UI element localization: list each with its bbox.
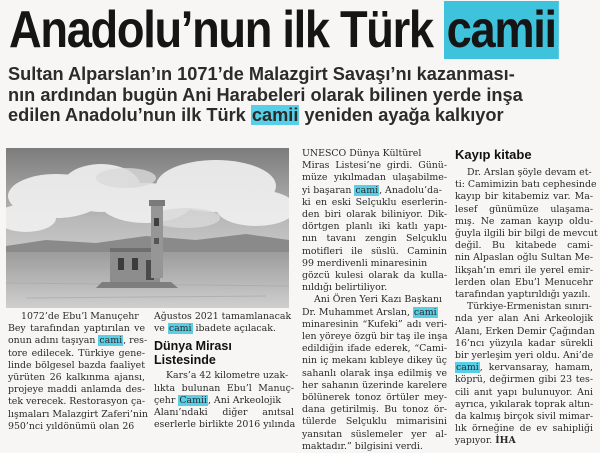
subhead-kayip-kitabe: Kayıp kitabe <box>455 147 532 162</box>
col2-line: ve cami ibadete açılacak. <box>154 323 276 335</box>
col3-line: 99 merdivenli minaresinin <box>302 257 428 269</box>
column-1 <box>8 311 148 433</box>
col4-line: köprü, değirmen gibi 23 tes- <box>455 374 593 386</box>
highlight-cami: cami <box>168 323 192 335</box>
mosque-ruin-photo <box>6 148 289 308</box>
col3-line: len yöreye özgü bir taş ile inşa <box>302 331 448 343</box>
col1-line: yürüten 26 kalkınma ajansı, <box>8 372 145 384</box>
highlight-cami: cami <box>456 362 479 374</box>
col3-line: ki en eski Selçuklu eserlerin- <box>302 196 447 208</box>
headline-text: Anadolu’nun ilk Türk <box>9 1 445 59</box>
col4-line: 16’ncı yüzyıla kadar sürekli <box>455 337 593 349</box>
col1-line: projeye maddi anlamda des- <box>8 384 145 396</box>
col3-line: Miras Listesi’ne girdi. Günü- <box>302 160 447 172</box>
col4-line: Türkiye-Ermenistan sınırı- <box>467 301 592 313</box>
col3-line: yansıtan süslemeler yer al- <box>302 428 447 440</box>
col3-line: müze yıkılmadan ulaşabilme- <box>302 172 447 184</box>
col4-line: mış. Ne zaman kayıp oldu- <box>455 215 593 227</box>
col3-line: her sahanın üzerinde karelere <box>302 379 447 391</box>
col3-line: nıldığı belirtiliyor. <box>302 282 388 294</box>
deck-line-3-tail: yeniden ayağa kalkıyor <box>299 105 504 125</box>
highlight-cami: cami <box>99 335 123 347</box>
col3-line: Ani Ören Yeri Kazı Başkanı <box>314 294 443 306</box>
col4-line: bir yerleşim yeri oldu. Ani’de <box>455 350 594 362</box>
highlight-cami: cami <box>355 184 379 196</box>
col3-line: maktadır.” bilgisini verdi. <box>302 440 423 452</box>
deck-line-3 <box>8 105 592 126</box>
col4-line: nda yer alan Ani Arkeolojik <box>455 313 593 325</box>
col2-line: Alanı’ndaki diğer anıtsal <box>154 407 294 419</box>
col3-line: sahanlı olarak inşa edilmiş ve <box>302 367 447 379</box>
col4-line: cami, kervansaray, hamam, <box>456 362 593 374</box>
col4-line: cili anıt yapı bulunuyor. Ani <box>455 386 593 398</box>
col2-line: çehr Camii, Ani Arkeolojik <box>154 394 282 406</box>
col2-line: lıkta bulunan Ebu’l Manuç- <box>154 382 294 394</box>
col2-line: Ağustos 2021 tamamlanacak <box>154 311 292 322</box>
col3-line: edildiğin ifade ederek, “Cami- <box>302 343 447 355</box>
col3-line: nın tavanı zengin Selçuklu <box>302 233 447 245</box>
col3-line: Dr. Muhammet Arslan, cami <box>302 306 437 318</box>
col4-line: lerden olan Ebu’l Menucehr <box>455 276 593 288</box>
col4-line: Alanı, Erken Demir Çağından <box>455 325 595 337</box>
col3-line: motifleri ile süslü. Caminin <box>302 245 447 257</box>
col4-line: nin Alpaslan oğlu Sultan Me- <box>455 252 593 264</box>
col1-line: linde bölgesel bazda faaliyet <box>8 359 145 371</box>
headline <box>9 0 556 62</box>
col4-line: ğuyla ilgili bir bilgi de mevcut <box>455 228 598 240</box>
col3-line: bölünerek tonoz örtüler mey- <box>302 392 447 404</box>
highlight-cami: cami <box>413 306 437 318</box>
col1-line: 1072’de Ebu’l Manuçehr <box>21 311 139 322</box>
col3-line: tülerde Selçuklu mimarisini <box>302 416 447 428</box>
col1-line: tek verecek. Restorasyon ça- <box>8 396 145 408</box>
column-3 <box>302 148 447 453</box>
highlight-camii: Camii <box>179 394 207 406</box>
deck-line-3-text: edilen Anadolu’nun ilk Türk <box>8 105 251 125</box>
col1-line: lışmaları Malazgirt Zaferi’nin <box>8 408 148 420</box>
deck-highlight: camii <box>251 105 299 125</box>
col3-line: minaresinin “Kufeki” adı veri- <box>302 318 447 330</box>
col1-line: tore edilecek. Türkiye gene- <box>8 347 145 359</box>
column-4 <box>455 147 598 448</box>
deck-line-2: nın ardından bugün Ani Harabeleri olarak bilinen yerde inşa <box>8 84 523 105</box>
col4-line: kayıp bir kitabemiz var. Ma- <box>455 191 593 203</box>
col4-line: değil. Bu kitabede cami- <box>455 240 593 252</box>
col3-line: den biri olarak biliniyor. Dik- <box>302 209 447 221</box>
subhead-dunya-mirasi: Dünya Mirası Listesinde <box>154 339 232 368</box>
col3-line: yi başaran cami, Anadolu’da- <box>302 184 442 196</box>
agency-credit: İHA <box>495 435 516 447</box>
col4-line: lesef günümüze ulaşama- <box>455 203 593 215</box>
photo-svg <box>6 148 289 308</box>
deck <box>8 64 592 146</box>
col3-line: nin iç mekanı kıbleye dikey üç <box>302 355 447 367</box>
col1-line: Bey tarafından yaptırılan ve <box>8 323 145 335</box>
col3-line: dörtgen planlı iki katlı yapı- <box>302 221 447 233</box>
col4-line: tarafından yaptırıldığı yazılı. <box>455 289 591 301</box>
col3-line: gözcü kulesi olarak da kulla- <box>302 270 447 282</box>
headline-highlight: camii <box>444 1 558 59</box>
col3-line: dana getirilmiş. Bu tonoz ör- <box>302 404 447 416</box>
column-2 <box>154 311 294 431</box>
col1-line: 950’nci yıldönümü olan 26 <box>8 420 135 432</box>
col1-line: onun adını taşıyan cami, res- <box>8 335 148 347</box>
deck-line-1: Sultan Alparslan’ın 1071’de Malazgirt Savaşı’nı kazanması- <box>8 64 515 84</box>
col4-line: Dr. Arslan şöyle devam et- <box>467 167 592 178</box>
col4-line: da kalmış birçok sivil mimar- <box>455 411 593 423</box>
col4-line: likşah’ın emri ile yerel emir- <box>455 264 593 276</box>
col3-line: UNESCO Dünya Kültürel <box>302 148 422 159</box>
col2-line: eserlerle birlikte 2016 yılında <box>154 419 296 431</box>
col4-line: yapıyor. İHA <box>455 435 516 447</box>
col4-line: ti: Camimizin batı cephesinde <box>455 179 597 191</box>
col2-line: Kars’a 42 kilometre uzak- <box>166 370 289 382</box>
col4-line: ayrıca, yıkılarak toprak altın- <box>455 398 594 410</box>
col4-line: lık örneğine de ev sahipliği <box>455 423 593 435</box>
